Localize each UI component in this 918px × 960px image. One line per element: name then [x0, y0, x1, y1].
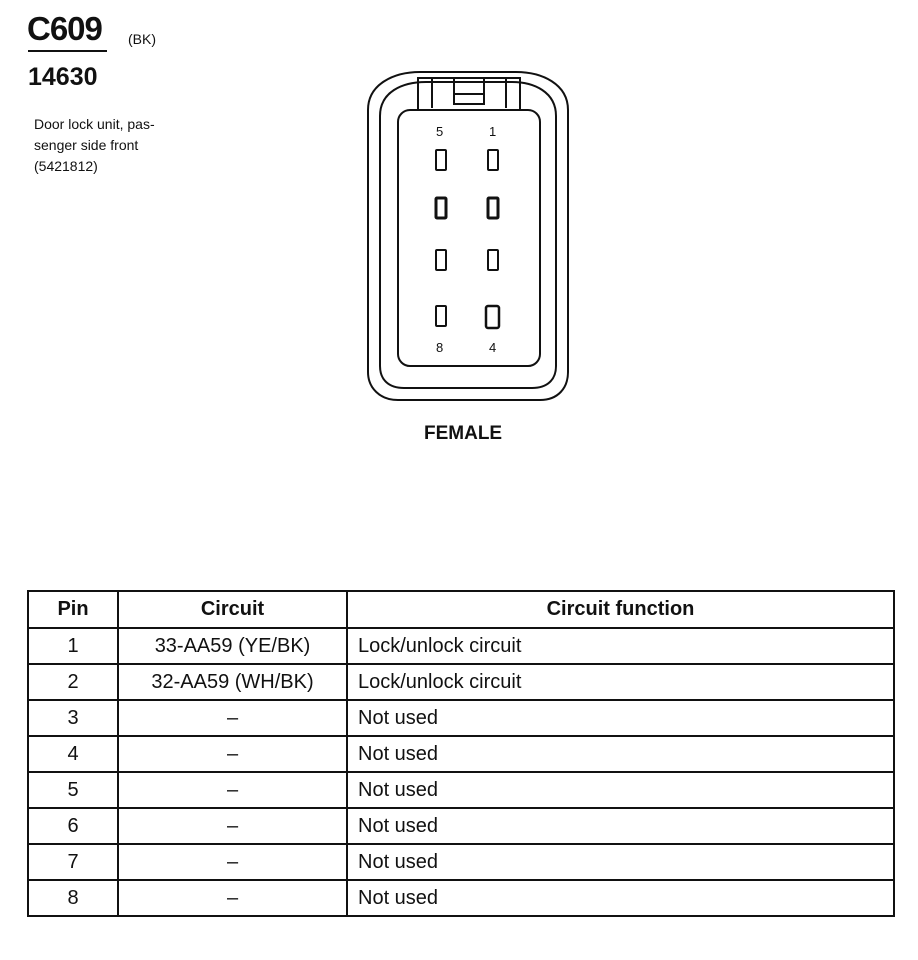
table-row [28, 628, 894, 664]
pin-terminal-1 [488, 150, 498, 170]
pin-terminal-7 [436, 250, 446, 270]
table-row [28, 844, 894, 880]
cell-function: Not used [347, 808, 894, 844]
cell-circuit: 33-AA59 (YE/BK) [118, 628, 347, 664]
cell-function: Lock/unlock circuit [347, 628, 894, 664]
title-underline [28, 50, 107, 52]
pin-terminal-3 [488, 250, 498, 270]
description-line: (5421812) [34, 158, 98, 174]
color-code: (BK) [128, 31, 156, 47]
cell-pin: 6 [28, 808, 118, 844]
pin-label-1: 1 [489, 124, 497, 139]
cell-circuit: – [118, 844, 347, 880]
pin-terminal-2 [488, 198, 498, 218]
table-row [28, 664, 894, 700]
pin-terminal-6 [436, 198, 446, 218]
cell-function: Not used [347, 880, 894, 916]
header-pin: Pin [28, 591, 118, 628]
pin-terminal-8 [436, 306, 446, 326]
cell-circuit: – [118, 880, 347, 916]
cell-function: Not used [347, 700, 894, 736]
pin-terminal-4 [486, 306, 499, 328]
table-row [28, 736, 894, 772]
cell-circuit: 32-AA59 (WH/BK) [118, 664, 347, 700]
cell-circuit: – [118, 700, 347, 736]
cell-circuit: – [118, 736, 347, 772]
cell-pin: 5 [28, 772, 118, 808]
description-line: senger side front [34, 137, 139, 153]
cell-circuit: – [118, 772, 347, 808]
connector-code: C609 [27, 10, 102, 47]
connector-inner-shell [380, 82, 556, 388]
table-row [28, 808, 894, 844]
table-row [28, 880, 894, 916]
part-number: 14630 [28, 63, 98, 91]
connector-gender-label: FEMALE [424, 423, 503, 444]
header-circuit-function: Circuit function [347, 591, 894, 628]
cell-pin: 7 [28, 844, 118, 880]
pin-assignment-table [27, 590, 895, 917]
cell-function: Lock/unlock circuit [347, 664, 894, 700]
pin-cavity-frame [398, 110, 540, 366]
pin-label-5: 5 [436, 124, 444, 139]
description-line: Door lock unit, pas- [34, 116, 155, 132]
cell-pin: 8 [28, 880, 118, 916]
table-row [28, 772, 894, 808]
cell-function: Not used [347, 772, 894, 808]
table-row [28, 700, 894, 736]
pin-label-4: 4 [489, 340, 497, 355]
cell-pin: 1 [28, 628, 118, 664]
cell-circuit: – [118, 808, 347, 844]
cell-pin: 4 [28, 736, 118, 772]
component-description [34, 114, 155, 177]
cell-pin: 3 [28, 700, 118, 736]
pin-label-8: 8 [436, 340, 444, 355]
cell-function: Not used [347, 736, 894, 772]
cell-pin: 2 [28, 664, 118, 700]
cell-function: Not used [347, 844, 894, 880]
connector-face-diagram [362, 66, 574, 406]
header-circuit: Circuit [118, 591, 347, 628]
table-header-row [28, 591, 894, 628]
pin-terminal-5 [436, 150, 446, 170]
